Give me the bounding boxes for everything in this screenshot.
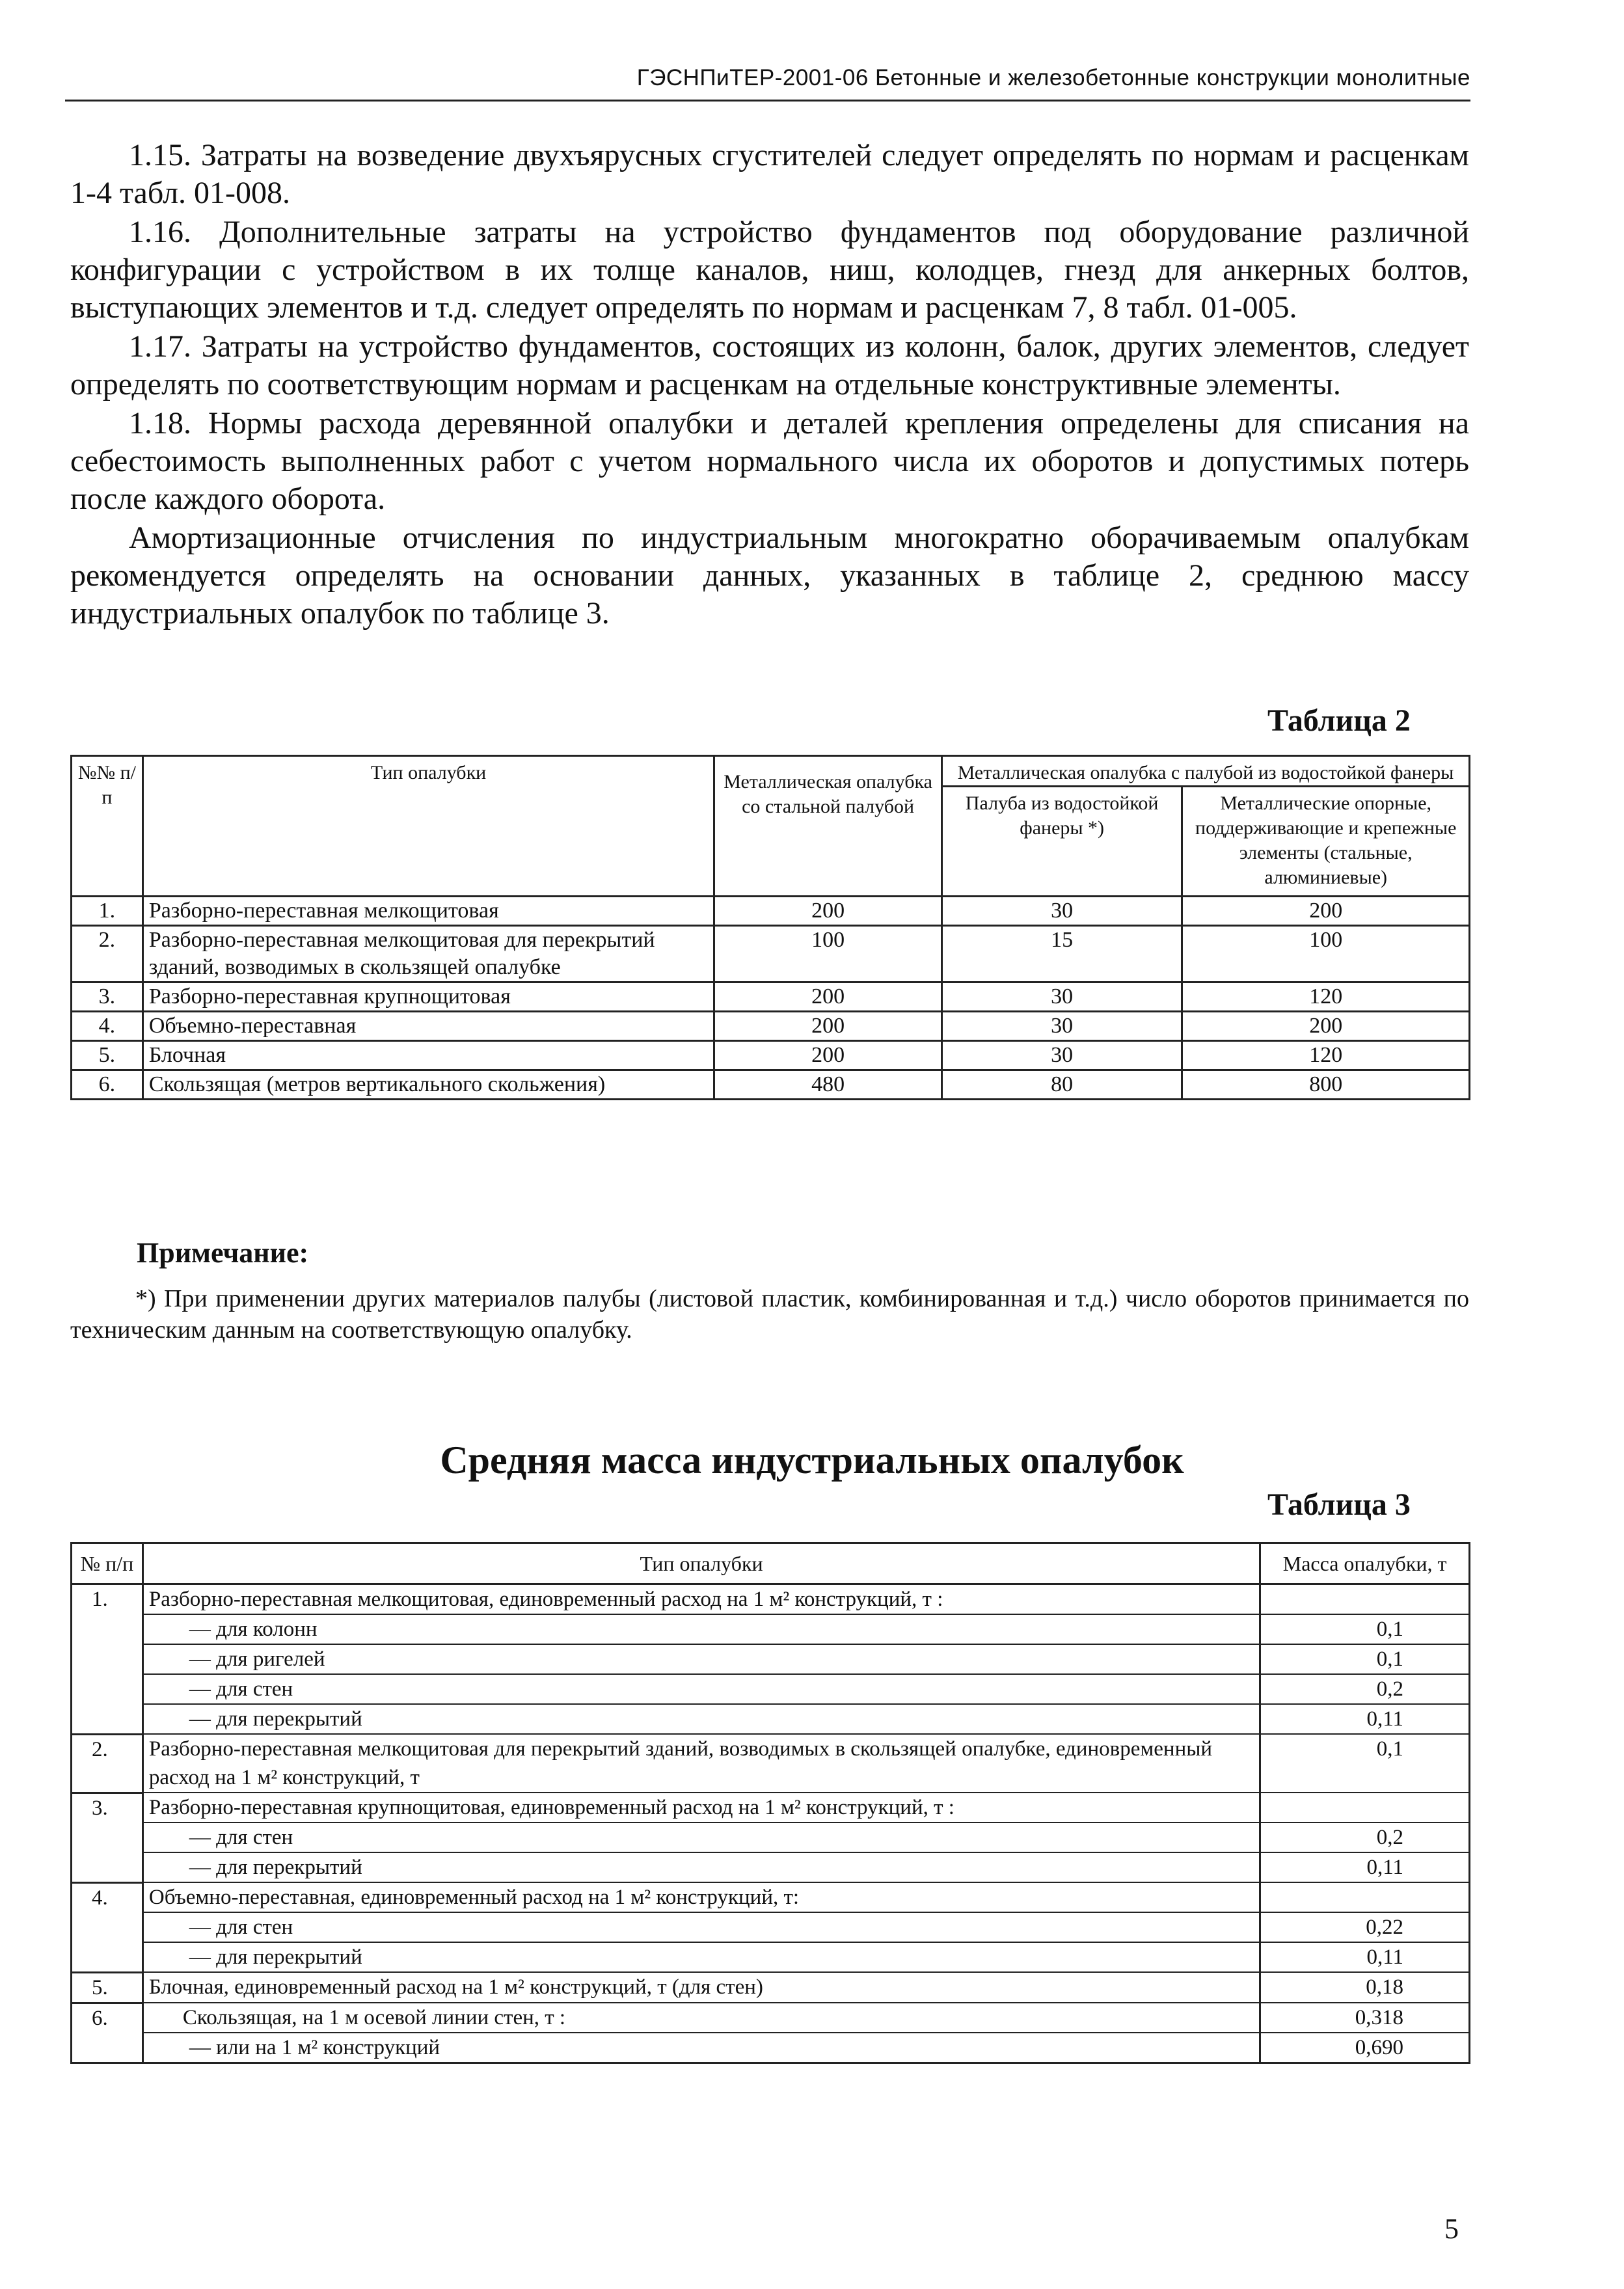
t2-cell-deck: 30 [941,897,1182,926]
t2-cell-num: 6. [72,1070,143,1100]
t3-cell-mass: 0,11 [1260,1852,1470,1882]
paragraph-1-18: 1.18. Нормы расхода деревянной опалубки и деталей крепления определены для списания на себестоимость выполненных работ с учетом нормального числа их оборотов и допустимых потерь после каждого оборота. [70,406,1469,516]
t3-cell-type: — для стен [142,1822,1260,1852]
t3-cell-num [72,1674,143,1704]
t3-header-num: № п/п [72,1543,143,1584]
t3-cell-num: 3. [72,1793,143,1822]
table-row [72,1584,1470,1615]
t3-cell-type: — для стен [142,1912,1260,1942]
t3-cell-type: Объемно-переставная, единовременный расход на 1 м² конструкций, т: [142,1882,1260,1912]
t2-cell-type: Разборно-переставная крупнощитовая [142,982,714,1012]
t2-cell-steel: 200 [714,1041,942,1070]
section-title: Средняя масса индустриальных опалубок [440,1439,1184,1482]
t3-cell-type: — для ригелей [142,1644,1260,1674]
t3-cell-type: Разборно-переставная мелкощитовая для перекрытий зданий, возводимых в скользящей опалубке, единовременный расход на 1 м² конструкций, т [142,1734,1260,1793]
t2-cell-metal: 200 [1182,897,1470,926]
table3-caption: Таблица 3 [1267,1487,1411,1522]
t2-header-metal-elements: Металлические опорные, поддерживающие и крепежные элементы (стальные, алюминиевые) [1182,787,1470,897]
t2-header-steel: Металлическая опалубка со стальной палубой [714,756,942,897]
t2-cell-deck: 30 [941,1041,1182,1070]
table-row [72,1793,1470,1822]
t3-cell-num [72,1912,143,1942]
table-row [72,1972,1470,2003]
t2-cell-deck: 30 [941,982,1182,1012]
t3-cell-mass [1260,1793,1470,1822]
note-text: *) При применении других материалов палубы (листовой пластик, комбинированная и т.д.) число оборотов принимается по техническим данным на соответствующую опалубку. [70,1285,1469,1344]
table-row [72,1070,1470,1100]
table-row [72,1912,1470,1942]
table-row [72,1822,1470,1852]
t2-cell-metal: 800 [1182,1070,1470,1100]
running-header: ГЭСНПиТЕР-2001-06 Бетонные и железобетонные конструкции монолитные [636,65,1470,90]
table-row [72,1942,1470,1972]
t3-header-mass: Масса опалубки, т [1260,1543,1470,1584]
t3-cell-mass: 0,318 [1260,2003,1470,2033]
body-text [70,137,1469,634]
paragraph-amortization: Амортизационные отчисления по индустриальным многократно оборачиваемым опалубкам рекомендуется определять на основании данных, указанных в таблице 2, среднюю массу индустриальных опалубок по таблице 3. [70,521,1469,630]
header-rule [65,100,1470,102]
t2-header-num: №№ п/п [72,756,143,897]
t2-cell-steel: 480 [714,1070,942,1100]
t3-cell-mass [1260,1584,1470,1615]
t3-cell-num [72,1822,143,1852]
t2-cell-type: Разборно-переставная мелкощитовая [142,897,714,926]
table-row [72,1674,1470,1704]
table-row [72,2033,1470,2063]
t3-cell-num: 2. [72,1734,143,1793]
t3-cell-type: Блочная, единовременный расход на 1 м² конструкций, т (для стен) [142,1972,1260,2003]
table-row [72,926,1470,982]
t3-cell-num [72,2033,143,2063]
t2-cell-steel: 200 [714,897,942,926]
table-row [72,1644,1470,1674]
t2-cell-deck: 80 [941,1070,1182,1100]
t3-cell-num [72,1942,143,1972]
t2-cell-steel: 200 [714,982,942,1012]
t3-cell-type: Скользящая, на 1 м осевой линии стен, т : [142,2003,1260,2033]
table-row [72,1041,1470,1070]
t2-cell-metal: 120 [1182,1041,1470,1070]
t2-cell-num: 1. [72,897,143,926]
t3-cell-type: — для перекрытий [142,1942,1260,1972]
table-row [72,1704,1470,1734]
t2-cell-steel: 200 [714,1012,942,1041]
t2-header-plywood-deck: Палуба из водостойкой фанеры *) [941,787,1182,897]
table-row [72,1734,1470,1793]
table-row [72,2003,1470,2033]
t3-cell-mass: 0,2 [1260,1674,1470,1704]
table-3 [70,1542,1470,2064]
t3-cell-mass: 0,2 [1260,1822,1470,1852]
t3-cell-type: — или на 1 м² конструкций [142,2033,1260,2063]
t3-cell-mass: 0,18 [1260,1972,1470,2003]
t3-cell-num: 1. [72,1584,143,1615]
t2-cell-type: Объемно-переставная [142,1012,714,1041]
t2-cell-type: Скользящая (метров вертикального скольжения) [142,1070,714,1100]
table-row [72,1012,1470,1041]
t3-cell-num [72,1644,143,1674]
note-title: Примечание: [137,1237,309,1269]
t2-cell-deck: 15 [941,926,1182,982]
t3-cell-mass: 0,1 [1260,1614,1470,1644]
t3-cell-type: — для перекрытий [142,1704,1260,1734]
t2-cell-num: 5. [72,1041,143,1070]
table-row [72,1882,1470,1912]
t3-cell-num [72,1614,143,1644]
table-row [72,1614,1470,1644]
t3-cell-num: 4. [72,1882,143,1912]
t2-cell-num: 3. [72,982,143,1012]
t3-cell-mass: 0,22 [1260,1912,1470,1942]
page-number: 5 [1444,2213,1459,2245]
t3-cell-mass: 0,690 [1260,2033,1470,2063]
t3-cell-mass: 0,11 [1260,1704,1470,1734]
t3-cell-type: — для стен [142,1674,1260,1704]
t2-cell-type: Разборно-переставная мелкощитовая для перекрытий зданий, возводимых в скользящей опалубке [142,926,714,982]
table-row [72,1852,1470,1882]
t3-cell-num [72,1704,143,1734]
t3-cell-mass: 0,11 [1260,1942,1470,1972]
paragraph-1-16: 1.16. Дополнительные затраты на устройство фундаментов под оборудование различной конфигурации с устройством в их толще каналов, ниш, колодцев, гнезд для анкерных болтов, выступающих элементов и т.д. следует определять по нормам и расценкам 7, 8 табл. 01-005. [70,215,1469,325]
t2-cell-steel: 100 [714,926,942,982]
t3-header-type: Тип опалубки [142,1543,1260,1584]
t3-cell-type: — для колонн [142,1614,1260,1644]
t3-cell-num: 5. [72,1972,143,2003]
t3-cell-type: Разборно-переставная крупнощитовая, единовременный расход на 1 м² конструкций, т : [142,1793,1260,1822]
t3-cell-type: — для перекрытий [142,1852,1260,1882]
paragraph-1-15: 1.15. Затраты на возведение двухъярусных сгустителей следует определять по нормам и расценкам 1-4 табл. 01-008. [70,138,1469,210]
t2-cell-num: 2. [72,926,143,982]
t3-cell-type: Разборно-переставная мелкощитовая, единовременный расход на 1 м² конструкций, т : [142,1584,1260,1615]
t3-cell-mass: 0,1 [1260,1644,1470,1674]
table-row [72,897,1470,926]
t2-header-type: Тип опалубки [142,756,714,897]
t2-cell-metal: 120 [1182,982,1470,1012]
t2-cell-deck: 30 [941,1012,1182,1041]
table2-caption: Таблица 2 [1267,703,1411,738]
t2-cell-type: Блочная [142,1041,714,1070]
t2-cell-metal: 100 [1182,926,1470,982]
t2-header-plywood-group: Металлическая опалубка с палубой из водостойкой фанеры [941,756,1469,787]
table-row [72,982,1470,1012]
t3-cell-num [72,1852,143,1882]
t3-cell-mass: 0,1 [1260,1734,1470,1793]
t2-cell-num: 4. [72,1012,143,1041]
paragraph-1-17: 1.17. Затраты на устройство фундаментов, состоящих из колонн, балок, других элементов, следует определять по соответствующим нормам и расценкам на отдельные конструктивные элементы. [70,329,1469,401]
t3-cell-num: 6. [72,2003,143,2033]
t3-cell-mass [1260,1882,1470,1912]
t2-cell-metal: 200 [1182,1012,1470,1041]
table-2 [70,755,1470,1100]
